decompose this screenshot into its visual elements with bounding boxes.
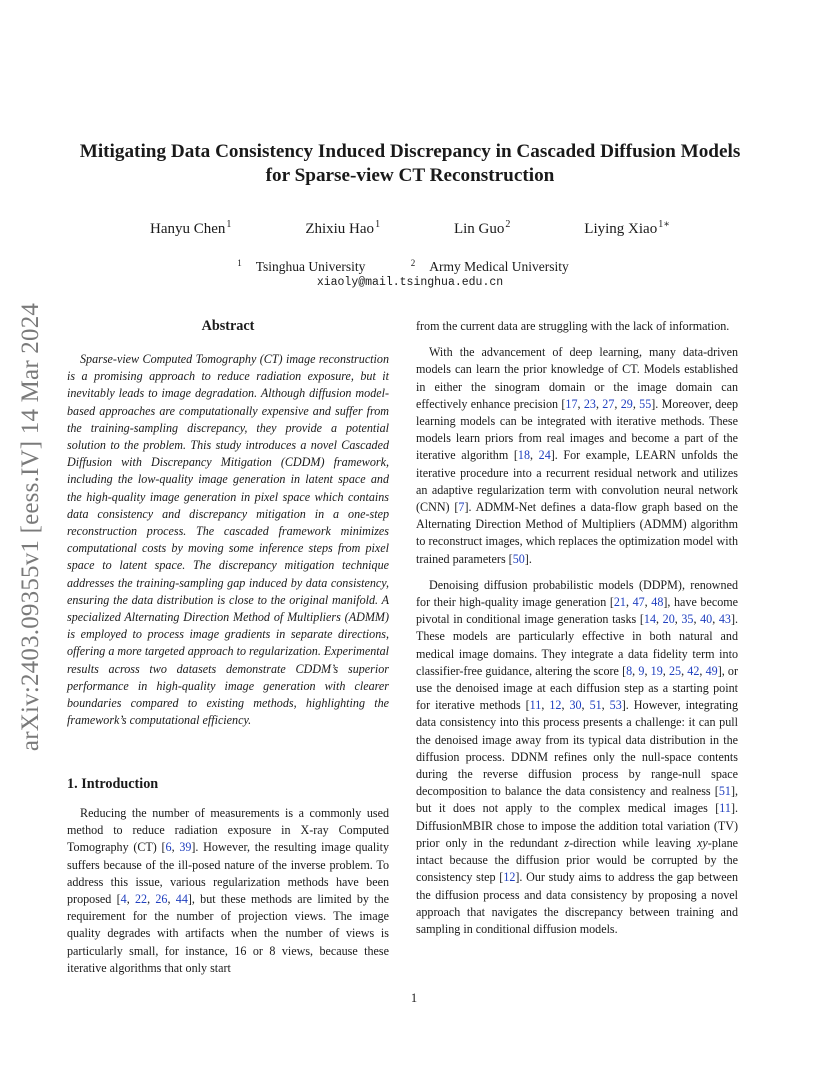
text-run: ], but these methods are limited by the requirement for the number of projection views. The image quality degrades with artifacts when the number of views is particularly small, for instance, 16 or 8 views, because these iterative algorithms that only start <box>67 892 389 975</box>
text-run: ]. For example, LEARN unfolds the iterative procedure into a recurrent residual network and utilizes an adaptive regularization term with convolution neural network (CNN) [ <box>416 448 739 515</box>
author-affiliation-mark: 1∗ <box>658 219 670 230</box>
introduction-body <box>67 805 389 977</box>
citation-link[interactable]: 11 <box>529 698 542 713</box>
citation-link[interactable]: 55 <box>639 396 652 411</box>
paper-title-line-2: for Sparse-view CT Reconstruction <box>265 165 555 186</box>
citation-link[interactable]: 24 <box>538 448 551 463</box>
math-variable: xy <box>697 835 708 850</box>
citation-link[interactable]: 43 <box>718 612 731 627</box>
citation-link[interactable]: 21 <box>613 595 626 610</box>
author <box>454 219 510 238</box>
citation-link[interactable]: 25 <box>668 663 682 678</box>
text-run: , <box>581 698 590 713</box>
text-run: , <box>595 396 603 411</box>
text-run: ]. These models are particularly effective in both natural and medical image domains. They integrate a data fidelity term into classifier-free guidance, altering the score [ <box>416 612 738 678</box>
author-name: Zhixiu Hao <box>305 221 375 237</box>
arxiv-identifier: arXiv:2403.09355v1 [eess.IV] 14 Mar 2024 <box>17 302 44 752</box>
text-run: , <box>171 840 180 855</box>
text-run: ]. Our study aims to address the gap between the diffusion process and data consistency by proposing a novel approach that navigates the discrepancy between training and sampling in conditional diffusion models. <box>416 870 738 936</box>
affiliation-name: Army Medical University <box>429 259 569 274</box>
citation-link[interactable]: 7 <box>458 500 465 515</box>
text-run: -direction while leaving <box>569 835 698 850</box>
text-run: Denoising diffusion probabilistic models (DDPM), renowned for their high-quality image generation [ <box>416 577 738 610</box>
text-run: ]. ADMM-Net defines a data-flow graph based on the Alternating Direction Method of Multipliers (ADMM) algorithm to reconstruct images, which replaces the optimization model with trained parameters [ <box>416 500 738 566</box>
text-run: ]. However, integrating data consistency into this process presents a challenge: it can pull the denoised image away from its typical data distribution in the diffusion process. DDNM refines only the null-space contents during the reverse diffusion process by range-null space decomposition to balance the data consistency and realness [ <box>416 698 739 799</box>
introduction-paragraph <box>67 805 389 977</box>
text-run: , <box>632 396 640 411</box>
affiliation <box>237 259 379 274</box>
citation-link[interactable]: 26 <box>155 892 168 907</box>
right-column-body <box>416 318 738 938</box>
author-name: Liying Xiao <box>584 221 658 237</box>
affiliation-mark: 2 <box>410 258 416 268</box>
text-run: ]. However, the resulting image quality suffers because of the ill-posed nature of the inverse problem. To address this issue, various regularization methods have been proposed [ <box>67 840 389 907</box>
affiliation <box>411 259 583 274</box>
text-run: Reducing the number of measurements is a commonly used method to reduce radiation exposure in X-ray Computed Tomography (CT) [ <box>67 806 389 855</box>
author-affiliation-mark: 2 <box>505 219 511 230</box>
text-run: With the advancement of deep learning, many data-driven models can learn the prior knowledge of CT. Models established in either the sinogram domain or the image domain can effectively enhance precision [ <box>416 345 738 411</box>
author <box>584 219 670 238</box>
citation-link[interactable]: 4 <box>120 892 127 907</box>
text-run: , <box>577 396 584 411</box>
citation-link[interactable]: 8 <box>626 663 633 678</box>
page-number: 1 <box>410 991 418 1005</box>
citation-link[interactable]: 22 <box>134 892 148 907</box>
citation-link[interactable]: 53 <box>609 698 622 713</box>
citation-link[interactable]: 50 <box>512 551 525 566</box>
text-run: ], or use the denoised image at each diffusion step as a starting point for iterative methods [ <box>416 663 739 713</box>
text-run: from the current data are struggling with the lack of information. <box>416 319 730 333</box>
citation-link[interactable]: 42 <box>687 663 700 678</box>
text-run: , <box>644 663 651 678</box>
abstract-heading: Abstract <box>201 318 255 334</box>
text-run: , <box>681 663 688 678</box>
author <box>305 219 380 238</box>
arxiv-sidebar-stamp <box>8 282 54 772</box>
citation-link[interactable]: 6 <box>165 840 172 855</box>
author-name: Hanyu Chen <box>150 221 226 237</box>
citation-link[interactable]: 12 <box>549 698 562 713</box>
paragraph-continuation <box>416 318 738 335</box>
author-list <box>150 219 670 238</box>
citation-link[interactable]: 19 <box>650 663 663 678</box>
citation-link[interactable]: 51 <box>589 698 602 713</box>
citation-link[interactable]: 27 <box>602 396 615 411</box>
text-run: ]. DiffusionMBIR chose to impose the addition total variation (TV) prior only in the redundant <box>416 801 738 850</box>
text-run: , <box>614 396 621 411</box>
author <box>150 219 231 238</box>
text-run: , <box>561 698 570 713</box>
abstract-text: Sparse-view Computed Tomography (CT) image reconstruction is a promising approach to reduce radiation exposure, but it inevitably leads to image degradation. Although diffusion model-based approaches are computationally expensive and suffer from the training-sampling discrepancy, they provide a potential solution to the problem. This study introduces a novel Cascaded Diffusion with Discrepancy Mitigation (CDDM) framework, including the low-quality image generation in latent space and the high-quality image generation in pixel space which contains data consistency and discrepancy mitigation in a one-step reconstruction process. The cascaded framework minimizes computational costs by moving some inference steps from pixel space to latent space. The discrepancy mitigation technique addresses the training-sampling gap induced by data consistency, ensuring the data distribution is close to the original manifold. A specialized Alternating Direction Method of Multipliers (ADMM) is employed to process image gradients in separate directions, offering a more targeted approach to regularization. Experimental results across two datasets demonstrate CDDM’s superior performance in high-quality image generation with clearer boundaries compared to existing methods, highlighting the framework’s computational efficiency. <box>67 352 390 728</box>
citation-link[interactable]: 29 <box>620 396 633 411</box>
citation-link[interactable]: 47 <box>632 595 645 610</box>
text-run: , <box>530 448 539 463</box>
affiliation-mark: 1 <box>237 258 242 268</box>
citation-link[interactable]: 35 <box>681 612 694 627</box>
affiliation-list <box>140 258 680 275</box>
author-name: Lin Guo <box>453 221 505 237</box>
text-run: , <box>167 892 176 907</box>
paragraph-diffusion-models <box>416 577 738 938</box>
affiliation-name: Tsinghua University <box>255 259 366 274</box>
text-run: , <box>699 663 706 678</box>
citation-link[interactable]: 18 <box>517 448 530 463</box>
text-run: , <box>693 612 701 627</box>
citation-link[interactable]: 39 <box>179 840 192 855</box>
citation-link[interactable]: 14 <box>643 612 656 627</box>
text-run: , <box>541 698 550 713</box>
text-run: , <box>601 698 610 713</box>
text-run: , <box>656 612 663 627</box>
text-run: , <box>126 892 135 907</box>
abstract-body <box>67 351 389 729</box>
citation-link[interactable]: 40 <box>700 612 713 627</box>
paragraph-deep-learning <box>416 344 738 568</box>
citation-link[interactable]: 11 <box>719 801 731 816</box>
section-heading-introduction: 1. Introduction <box>67 776 159 792</box>
author-affiliation-mark: 1 <box>226 219 232 230</box>
text-run: ], have become pivotal in conditional image generation tasks [ <box>416 595 739 627</box>
paper-title <box>60 140 760 188</box>
citation-link[interactable]: 49 <box>705 663 718 678</box>
citation-link[interactable]: 30 <box>569 698 582 713</box>
math-variable: z <box>564 835 570 850</box>
citation-link[interactable]: 17 <box>565 396 578 411</box>
text-run: , <box>674 612 682 627</box>
citation-link[interactable]: 12 <box>503 870 516 885</box>
text-run: , <box>712 612 719 627</box>
citation-link[interactable]: 23 <box>583 396 596 411</box>
citation-link[interactable]: 20 <box>662 612 675 627</box>
text-run: , <box>644 595 652 610</box>
author-affiliation-mark: 1 <box>375 219 381 230</box>
text-run: , <box>147 892 156 907</box>
citation-link[interactable]: 48 <box>651 595 664 610</box>
text-run: , <box>625 595 633 610</box>
citation-link[interactable]: 44 <box>175 892 188 907</box>
text-run: ]. <box>524 551 532 566</box>
citation-link[interactable]: 51 <box>718 784 731 799</box>
text-run: -plane intact because the diffusion prior would be corrupted by the consistency step [ <box>416 835 739 885</box>
text-run: ]. Moreover, deep learning models can be integrated with iterative methods. These models learn priors from real images and become a part of the iterative algorithm [ <box>416 396 738 463</box>
contact-email[interactable]: xiaoly@mail.tsinghua.edu.cn <box>316 276 504 289</box>
text-run: ], but it does not apply to the complex medical images [ <box>416 784 738 816</box>
citation-link[interactable]: 9 <box>638 663 645 678</box>
paper-title-line-1: Mitigating Data Consistency Induced Discrepancy in Cascaded Diffusion Models <box>79 141 741 162</box>
text-run: , <box>632 663 639 678</box>
text-run: , <box>662 663 669 678</box>
